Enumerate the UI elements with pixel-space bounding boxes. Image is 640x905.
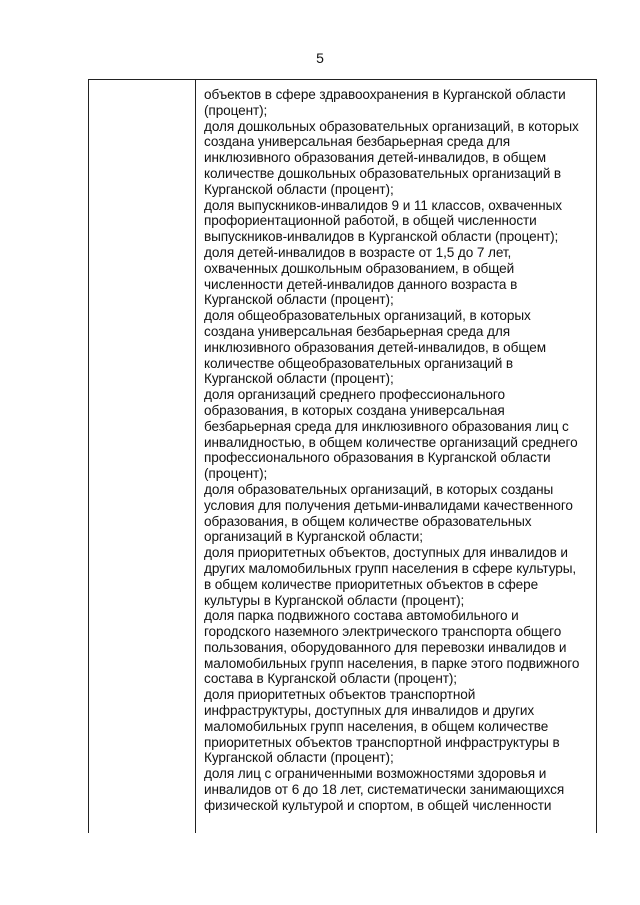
text-line: состава в Курганской области (процент); bbox=[204, 671, 457, 687]
text-line: доля лиц с ограниченными возможностями здоровья и bbox=[204, 766, 547, 782]
text-line: в общем количестве приоритетных объектов в сфере bbox=[204, 576, 539, 592]
table-right-column-text bbox=[204, 87, 598, 814]
text-line: пользования, оборудованного для перевозки инвалидов и bbox=[204, 639, 567, 655]
text-line: доля общеобразовательных организаций, в которых bbox=[204, 308, 531, 324]
text-line: доля парка подвижного состава автомобильного и bbox=[204, 608, 519, 624]
page-number: 5 bbox=[316, 50, 324, 66]
text-line: Курганской области (процент); bbox=[204, 181, 394, 197]
text-line: маломобильных групп населения, в парке этого подвижного bbox=[204, 655, 580, 671]
text-line: количестве дошкольных образовательных организаций в bbox=[204, 165, 562, 181]
text-line: других маломобильных групп населения в сфере культуры, bbox=[204, 560, 577, 576]
text-line: доля дошкольных образовательных организаций, в которых bbox=[204, 118, 579, 134]
text-line: инвалидностью, в общем количестве организаций среднего bbox=[204, 434, 578, 450]
text-line: образования, в которых создана универсальная bbox=[204, 402, 505, 418]
text-line: организаций в Курганской области; bbox=[204, 529, 423, 545]
text-line: доля приоритетных объектов транспортной bbox=[204, 687, 476, 703]
text-line: создана универсальная безбарьерная среда для bbox=[204, 323, 510, 339]
text-line: физической культурой и спортом, в общей численности bbox=[204, 797, 552, 813]
text-line: численности детей-инвалидов данного возраста в bbox=[204, 276, 518, 292]
text-line: образования, в общем количестве образовательных bbox=[204, 513, 532, 529]
document-table bbox=[88, 79, 597, 833]
text-line: Курганской области (процент); bbox=[204, 292, 394, 308]
text-line: инклюзивного образования детей-инвалидов, в общем bbox=[204, 339, 546, 355]
text-line: инвалидов от 6 до 18 лет, систематически занимающихся bbox=[204, 782, 565, 798]
text-line: профессионального образования в Курганской области bbox=[204, 450, 551, 466]
text-line: количестве общеобразовательных организаций в bbox=[204, 355, 514, 371]
text-line: доля детей-инвалидов в возрасте от 1,5 до 7 лет, bbox=[204, 244, 512, 260]
text-line: инфраструктуры, доступных для инвалидов и других bbox=[204, 703, 535, 719]
text-line: (процент); bbox=[204, 466, 268, 482]
text-line: Курганской области (процент); bbox=[204, 750, 394, 766]
text-line: маломобильных групп населения, в общем количестве bbox=[204, 718, 549, 734]
text-line: профориентационной работой, в общей численности bbox=[204, 213, 537, 229]
text-line: доля выпускников-инвалидов 9 и 11 классов, охваченных bbox=[204, 197, 562, 213]
text-line: доля приоритетных объектов, доступных для инвалидов и bbox=[204, 545, 568, 561]
text-line: приоритетных объектов транспортной инфраструктуры в bbox=[204, 734, 560, 750]
table-left-column bbox=[89, 80, 196, 833]
text-line: условия для получения детьми-инвалидами качественного bbox=[204, 497, 573, 513]
text-line: (процент); bbox=[204, 102, 268, 118]
text-line: охваченных дошкольным образованием, в общей bbox=[204, 260, 515, 276]
text-line: доля организаций среднего профессионального bbox=[204, 387, 505, 403]
text-line: культуры в Курганской области (процент); bbox=[204, 592, 465, 608]
text-line: инклюзивного образования детей-инвалидов, в общем bbox=[204, 150, 546, 166]
text-line: городского наземного электрического транспорта общего bbox=[204, 624, 562, 640]
text-line: безбарьерная среда для инклюзивного образования лиц с bbox=[204, 418, 569, 434]
text-line: доля образовательных организаций, в которых созданы bbox=[204, 481, 554, 497]
text-line: создана универсальная безбарьерная среда для bbox=[204, 134, 510, 150]
text-line: Курганской области (процент); bbox=[204, 371, 394, 387]
text-line: объектов в сфере здравоохранения в Курганской области bbox=[204, 87, 566, 102]
text-line: выпускников-инвалидов в Курганской области (процент); bbox=[204, 229, 559, 245]
